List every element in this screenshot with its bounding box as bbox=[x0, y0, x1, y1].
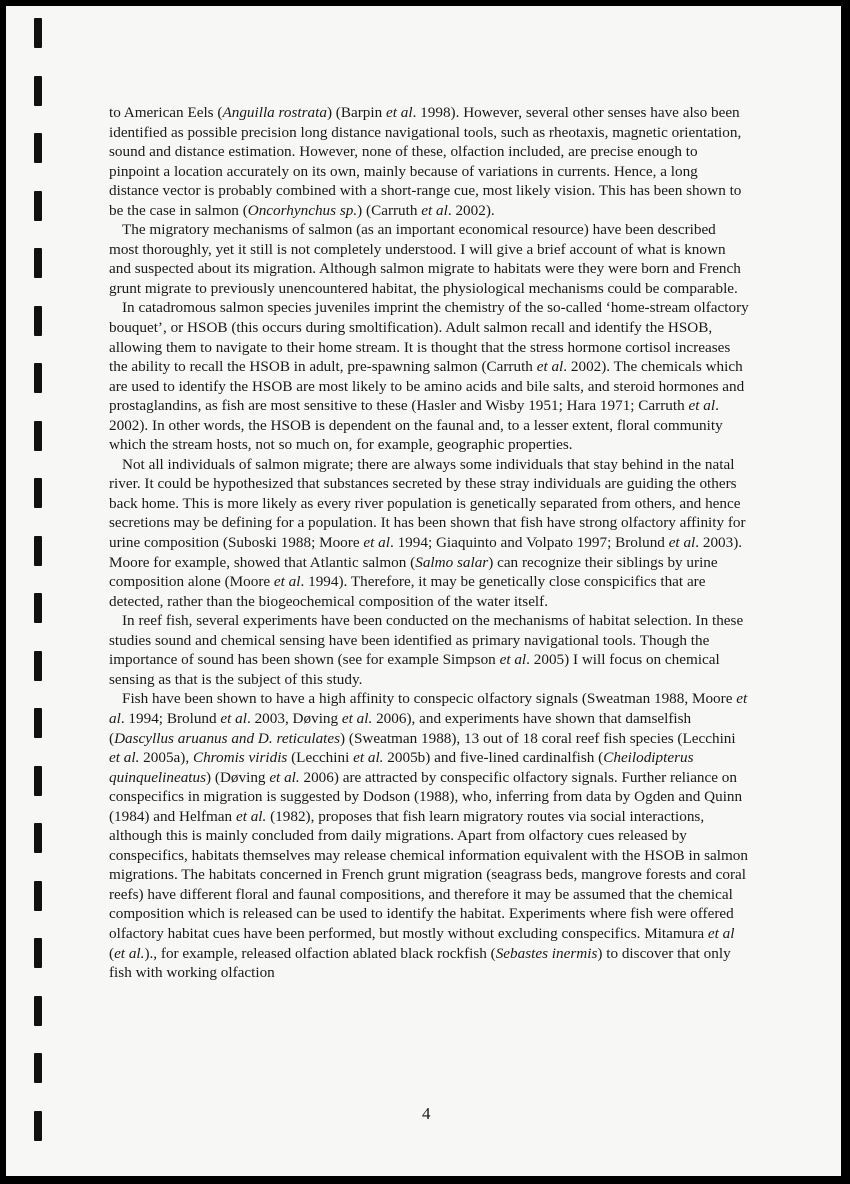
binding-hole bbox=[34, 421, 42, 451]
scanned-page bbox=[6, 6, 841, 1176]
italic-term: et al bbox=[499, 651, 527, 669]
paragraph: to American Eels (Anguilla rostrata) (Barpin et al. 1998). However, several other senses have also been identified as possible precision long distance navigational tools, such as rheotaxis, magnetic orientation, sound and distance estimation. However, none of these, olfaction included, are precise enough to pinpoint a location accurately on its own, mainly because of variations in currents. Hence, a long distance vector is probably combined with a short-range cue, most likely vision. This has been shown to be the case in salmon (Oncorhynchus sp.) (Carruth et al. 2002). bbox=[109, 104, 742, 219]
italic-term: Sebastes inermis bbox=[495, 944, 598, 962]
italic-term: Oncorhynchus sp. bbox=[247, 201, 358, 219]
italic-term: Dascyllus aruanus and D. reticulates bbox=[114, 729, 341, 747]
binding-hole bbox=[34, 18, 42, 48]
binding-hole bbox=[34, 363, 42, 393]
binding-hole bbox=[34, 536, 42, 566]
paragraph: The migratory mechanisms of salmon (as an important economical resource) have been described most thoroughly, yet it still is not completely understood. I will give a brief account of what is known and suspected about its migration. Although salmon migrate to habitats were they were born and French grunt migrate to previously unencountered habitat, the physiological mechanisms could be comparable. bbox=[109, 221, 741, 297]
italic-term: et al bbox=[668, 534, 696, 552]
italic-term: et al. bbox=[114, 944, 145, 962]
italic-term: Anguilla rostrata bbox=[222, 104, 327, 121]
paragraph: Fish have been shown to have a high affinity to conspecic olfactory signals (Sweatman 1988, Moore et al. 1994; Brolund et al. 2003, Døving et al. 2006), and experiments have shown that damselfish (Dascyllus aruanus and D. reticulates) (Sweatman 1988), 13 out of 18 coral reef fish species (Lecchini et al. 2005a), Chromis viridis (Lecchini et al. 2005b) and five-lined cardinalfish (Cheilodipterus quinquelineatus) (Døving et al. 2006) are attracted by conspecific olfactory signals. Further reliance on conspecifics in migration is suggested by Dodson (1988), who, inferring from data by Ogden and Quinn (1984) and Helfman et al. (1982), proposes that fish learn migratory routes via social interactions, although this is mainly concluded from daily migrations. Apart from olfactory cues released by conspecifics, habitats themselves may release chemical information equivalent with the HSOB in salmon migrations. The habitats concerned in French grunt migration (seagrass beds, mangrove forests and coral reefs) have different floral and faunal compositions, and therefore it may be assumed that the chemical composition which is released can be used to identify the habitat. Experiments where fish were offered olfactory habitat cues have been performed, but mostly without excluding conspecifics. Mitamura et al (et al.)., for example, released olfaction ablated black rockfish (Sebastes inermis) to discover that only fish with working olfaction bbox=[109, 690, 748, 982]
italic-term: Salmo salar bbox=[415, 553, 489, 571]
italic-term: et al. bbox=[109, 749, 140, 767]
binding-hole bbox=[34, 823, 42, 853]
binding-hole bbox=[34, 1053, 42, 1083]
paragraph: Not all individuals of salmon migrate; there are always some individuals that stay behind in the natal river. It could be hypothesized that substances secreted by these stray individuals are guiding the others back home. This is more likely as every river population is genetically separated from others, and hence secretions may be defining for a population. It has been shown that fish have strong olfactory affinity for urine composition (Suboski 1988; Moore et al. 1994; Giaquinto and Volpato 1997; Brolund et al. 2003). Moore for example, showed that Atlantic salmon (Salmo salar) can recognize their siblings by urine composition alone (Moore et al. 1994). Therefore, it may be genetically close conspicifics that are detected, rather than the biogeochemical composition of the water itself. bbox=[109, 455, 746, 610]
binding-hole bbox=[34, 651, 42, 681]
italic-term: et al bbox=[386, 104, 413, 121]
binding-hole bbox=[34, 593, 42, 623]
italic-term: et al. bbox=[353, 749, 384, 767]
italic-term: et al bbox=[707, 924, 735, 942]
binding-hole bbox=[34, 133, 42, 163]
binding-hole bbox=[34, 996, 42, 1026]
italic-term: et al bbox=[536, 358, 564, 376]
paragraph: In reef fish, several experiments have been conducted on the mechanisms of habitat selection. In these studies sound and chemical sensing have been identified as primary navigational tools. Though the importance of sound has been shown (see for example Simpson et al. 2005) I will focus on chemical sensing as that is the subject of this study. bbox=[109, 612, 744, 688]
binding-hole bbox=[34, 76, 42, 106]
binding-hole bbox=[34, 478, 42, 508]
italic-term: et al bbox=[688, 397, 716, 415]
binding-hole bbox=[34, 938, 42, 968]
italic-term: et al. bbox=[235, 807, 267, 825]
binding-hole bbox=[34, 1111, 42, 1141]
italic-term: et al bbox=[220, 709, 247, 727]
italic-term: Chromis viridis bbox=[192, 749, 288, 767]
italic-term: et al bbox=[109, 690, 748, 727]
italic-term: et al. bbox=[269, 768, 300, 786]
italic-term: et al bbox=[421, 201, 448, 219]
body-text bbox=[109, 103, 749, 983]
page-number: 4 bbox=[422, 1104, 431, 1123]
binding-hole bbox=[34, 306, 42, 336]
italic-term: Cheilodipterus quinquelineatus bbox=[109, 749, 694, 786]
italic-term: et al bbox=[363, 534, 390, 552]
binding-hole bbox=[34, 191, 42, 221]
binding-hole bbox=[34, 248, 42, 278]
binding-hole bbox=[34, 766, 42, 796]
italic-term: et al bbox=[273, 573, 301, 591]
binding-hole bbox=[34, 881, 42, 911]
binding-hole bbox=[34, 708, 42, 738]
italic-term: et al. bbox=[341, 709, 373, 727]
paragraph: In catadromous salmon species juveniles imprint the chemistry of the so-called ‘home-stream olfactory bouquet’, or HSOB (this occurs during smoltification). Adult salmon recall and identify the HSOB, allowing them to navigate to their home stream. It is thought that the stress hormone cortisol increases the ability to recall the HSOB in adult, pre-spawning salmon (Carruth et al. 2002). The chemicals which are used to identify the HSOB are most likely to be amino acids and bile salts, and steroid hormones and prostaglandins, as fish are most sensitive to these (Hasler and Wisby 1951; Hara 1971; Carruth et al. 2002). In other words, the HSOB is dependent on the faunal and, to a lesser extent, floral community which the stream hosts, not so much on, for example, geographic properties. bbox=[109, 299, 749, 454]
